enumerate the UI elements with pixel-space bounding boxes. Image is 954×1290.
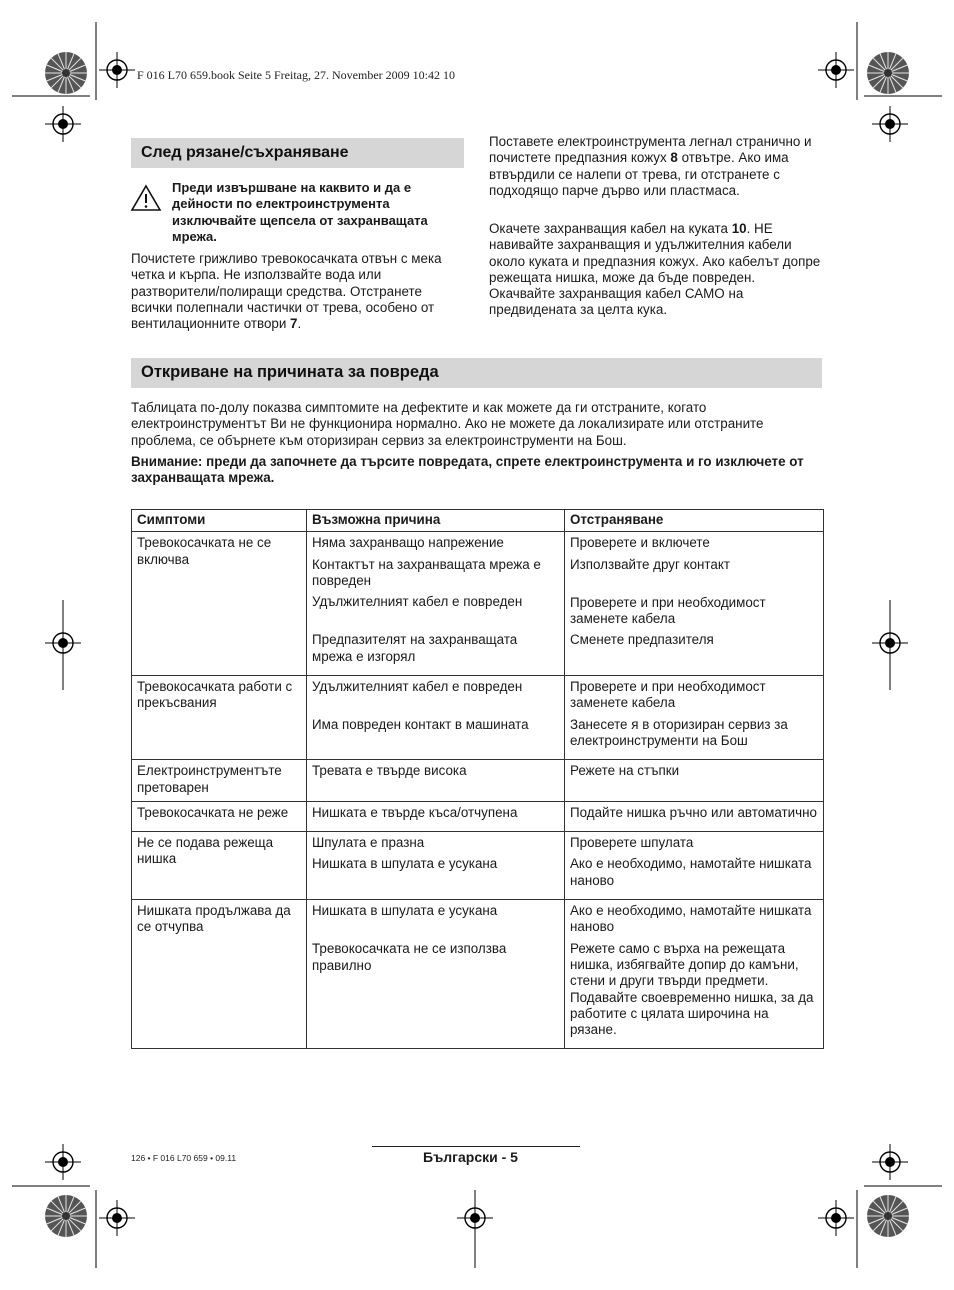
cause-cell [307,532,565,676]
remedy-cell [565,676,824,760]
cause-cell [307,676,565,760]
footer-page-label: Български - 5 [423,1149,518,1165]
section-heading-bar [131,358,822,388]
color-star-mark-top-left [45,52,87,94]
table-header-row [132,510,824,532]
cause-item: Предпазителят на захранващата мрежа е изгорял [312,632,518,664]
table-row [132,900,824,1049]
cause-item: Нишката е твърде къса/отчупена [312,804,518,820]
remedy-item: Проверете и при необходимост заменете кабела [570,594,766,627]
remedy-item: Ако е необходимо, намотайте нишката наново [570,856,812,888]
cause-item: Удължителният кабел е повреден [312,679,523,695]
symptom-cell: Тревокосачката не се включва [132,532,307,676]
registration-mark [872,106,908,142]
attention-note: Внимание: преди да започнете да търсите повредата, спрете електроинструмента и го изключете от захранващата мрежа. [131,454,804,486]
remedy-cell [565,832,824,900]
troubleshooting-intro: Таблицата по-долу показва симптомите на дефектите и как можете да ги отстраните, когато електроинструментът Ви не функционира нормално. Ако не можете да локализирате или отстраните проблема, се обърнете към оторизиран сервиз за електроинструменти на Бош. [131,400,764,448]
remedy-cell [565,532,824,676]
section-title-troubleshooting: Откриване на причината за повреда [141,363,439,381]
remedy-item: Проверете шпулата [570,835,694,851]
registration-mark [872,1144,908,1180]
cause-item: Тревата е твърде висока [312,763,467,779]
registration-mark [45,1144,81,1180]
registration-mark [45,106,81,142]
cause-item: Има повреден контакт в машината [312,717,529,733]
registration-mark [818,1200,854,1236]
registration-mark [99,1200,135,1236]
cause-item: Шпулата е празна [312,835,425,851]
remedy-item: Режете на стъпки [570,763,680,779]
remedy-item: Занесете я в оторизиран сервиз за електроинструменти на Бош [570,716,788,748]
troubleshooting-table [131,509,824,1049]
symptom-cell: Нишката продължава да се отчупва [132,900,307,1049]
cause-item: Нишката в шпулата е усукана [312,856,498,872]
remedy-item: Ако е необходимо, намотайте нишката наново [570,903,812,935]
footer-print-code: 126 • F 016 L70 659 • 09.11 [131,1153,237,1163]
remedy-cell [565,900,824,1049]
footer-rule [372,1146,580,1147]
remedy-item: Използвайте друг контакт [570,556,730,572]
cause-item: Контактът на захранващата мрежа е повреден [312,556,541,588]
symptom-cell: Не се подава режеща нишка [132,832,307,900]
cause-item: Няма захранващо напрежение [312,535,504,551]
remedy-item: Режете само с върха на режещата нишка, избягвайте допир до камъни, стени и други твърди предмети. Подавайте своевременно нишка, за да работите с цялата широчина на рязане. [570,940,814,1038]
cause-cell [307,760,565,802]
cleaning-paragraph: Почистете грижливо тревокосачката отвън с мека четка и кърпа. Не използвайте вода или разтворители/полиращи средства. Отстранете всички полепнали частички от трева, особено от вентилационните отвори 7. [131,251,442,332]
table-row [132,532,824,676]
column-header-symptoms: Симптоми [132,510,307,532]
symptom-cell: Електроинструментъте претоварен [132,760,307,802]
color-star-mark-top-right [867,52,909,94]
remedy-item: Проверете и при необходимост заменете кабела [570,679,766,711]
section-heading-bar [131,138,464,168]
column-header-remedy: Отстраняване [565,510,824,532]
book-header-line: F 016 L70 659.book Seite 5 Freitag, 27. November 2009 10:42 10 [137,68,455,82]
cause-cell [307,801,565,831]
table-row [132,801,824,831]
cause-cell [307,832,565,900]
remedy-item: Сменете предпазителя [570,632,714,648]
table-row [132,760,824,802]
remedy-item: Проверете и включете [570,535,710,551]
symptom-cell: Тревокосачката работи с прекъсвания [132,676,307,760]
column-header-cause: Възможна причина [307,510,565,532]
cable-hook-paragraph: Окачете захранващия кабел на куката 10. НЕ навивайте захранващия и удължителния кабели около куката и предпазния кожух. Ако кабелът допре режещата нишка, може да бъде повреден. Окачвайте захранващия кабел САМО на предвидената за целта кука. [489,221,821,318]
section-title-after-cutting: След рязане/съхраняване [141,144,349,161]
remedy-item: Подайте нишка ръчно или автоматично [570,804,817,820]
table-row [132,832,824,900]
remedy-cell [565,760,824,802]
registration-mark [99,52,135,88]
color-star-mark-bottom-left [45,1195,87,1237]
remedy-cell [565,801,824,831]
safety-warning-text: Преди извършване на каквито и да е дейности по електроинструмента изключвайте щепсела от захранващата мрежа. [172,180,428,244]
cause-item: Тревокосачката не се използва правилно [312,941,507,973]
color-star-mark-bottom-right [867,1195,909,1237]
cause-cell [307,900,565,1049]
warning-triangle-icon [130,184,162,212]
registration-mark [818,52,854,88]
table-row [132,676,824,760]
guard-cleaning-paragraph: Поставете електроинструмента легнал странично и почистете предпазния кожух 8 отвътре. Ако има втвърдили се налепи от трева, ги отстранете с подходящо парче дърво или пластмаса. [489,134,812,198]
cause-item: Удължителният кабел е повреден [312,594,523,610]
symptom-cell: Тревокосачката не реже [132,801,307,831]
cause-item: Нишката в шпулата е усукана [312,903,498,919]
